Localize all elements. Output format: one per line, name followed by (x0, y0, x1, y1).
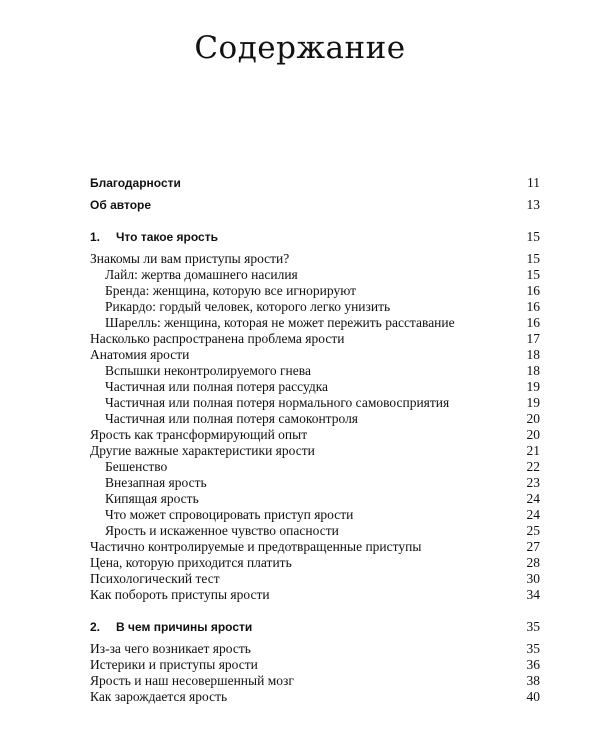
toc-entry-page: 24 (526, 491, 540, 506)
toc-entry-label: Частичная или полная потеря самоконтроля (105, 411, 359, 426)
toc-entry[interactable] (90, 657, 540, 673)
chapter-number: 2. (90, 620, 101, 634)
toc-entry-page: 23 (526, 475, 540, 490)
toc-entry-label: Частично контролируемые и предотвращенные приступы (90, 539, 422, 554)
toc-entry-label: Внезапная ярость (105, 475, 207, 490)
toc-entry[interactable] (90, 539, 540, 555)
toc-entry[interactable] (90, 689, 540, 705)
chapter-number: 1. (90, 230, 101, 244)
toc-entry-label: Кипящая ярость (105, 491, 199, 506)
toc-entry-label: Бренда: женщина, которую все игнорируют (105, 283, 357, 298)
chapter-page: 35 (526, 619, 540, 634)
toc-entry-page: 40 (526, 689, 540, 704)
table-of-contents (90, 175, 540, 705)
toc-entry-page: 36 (526, 657, 540, 672)
toc-entry-page: 22 (526, 459, 540, 474)
toc-entry[interactable] (90, 571, 540, 587)
toc-subentry[interactable] (90, 315, 540, 331)
toc-entry-label: Истерики и приступы ярости (90, 657, 258, 672)
toc-entry-page: 27 (526, 539, 540, 554)
toc-subentry[interactable] (90, 491, 540, 507)
toc-entry[interactable] (90, 347, 540, 363)
toc-entry-label: Шарелль: женщина, которая не может пережить расставание (105, 315, 455, 330)
toc-entry[interactable] (90, 555, 540, 571)
toc-subentry[interactable] (90, 267, 540, 283)
toc-entry-label: Бешенство (105, 459, 168, 474)
toc-entry-page: 21 (526, 443, 540, 458)
toc-entry-acknowledgements[interactable] (90, 175, 540, 191)
toc-entry[interactable] (90, 331, 540, 347)
toc-entry-page: 35 (526, 641, 540, 656)
toc-entry-page: 19 (526, 395, 540, 410)
toc-entry[interactable] (90, 443, 540, 459)
toc-entry-page: 13 (526, 197, 540, 212)
toc-subentry[interactable] (90, 395, 540, 411)
toc-subentry[interactable] (90, 283, 540, 299)
toc-entry-label: Ярость и наш несовершенный мозг (90, 673, 294, 688)
toc-entry-label: Ярость как трансформирующий опыт (90, 427, 308, 442)
toc-entry-page: 20 (526, 427, 540, 442)
toc-entry[interactable] (90, 641, 540, 657)
toc-entry-page: 25 (526, 523, 540, 538)
chapter-title: Что такое ярость (116, 230, 218, 244)
toc-entry-page: 24 (526, 507, 540, 522)
toc-entry-label: Об авторе (90, 198, 152, 212)
toc-entry-page: 20 (526, 411, 540, 426)
toc-entry-label: Частичная или полная потеря нормального самовосприятия (105, 395, 450, 410)
toc-entry-page: 16 (526, 299, 540, 314)
toc-entry-page: 18 (526, 347, 540, 362)
toc-entry-label: Вспышки неконтролируемого гнева (105, 363, 311, 378)
toc-entry-page: 16 (526, 283, 540, 298)
toc-entry-page: 34 (526, 587, 540, 602)
toc-entry-label: Из-за чего возникает ярость (90, 641, 251, 656)
toc-entry-label: Как зарождается ярость (90, 689, 228, 704)
chapter-page: 15 (526, 229, 540, 244)
toc-subentry[interactable] (90, 379, 540, 395)
toc-entry-page: 11 (527, 175, 540, 190)
toc-subentry[interactable] (90, 363, 540, 379)
toc-chapter-2[interactable] (90, 619, 540, 635)
toc-entry-label: Как побороть приступы ярости (90, 587, 270, 602)
toc-entry-about-author[interactable] (90, 197, 540, 213)
toc-entry-label: Что может спровоцировать приступ ярости (105, 507, 354, 522)
toc-subentry[interactable] (90, 507, 540, 523)
toc-entry-page: 16 (526, 315, 540, 330)
toc-entry-label: Рикардо: гордый человек, которого легко унизить (105, 299, 391, 314)
toc-entry-page: 15 (526, 267, 540, 282)
toc-entry-label: Анатомия ярости (90, 347, 190, 362)
toc-entry[interactable] (90, 251, 540, 267)
toc-entry-page: 28 (526, 555, 540, 570)
toc-entry-label: Ярость и искаженное чувство опасности (105, 523, 339, 538)
toc-entry-page: 17 (526, 331, 540, 346)
toc-entry-label: Цена, которую приходится платить (90, 555, 292, 570)
toc-entry[interactable] (90, 587, 540, 603)
toc-entry-label: Лайл: жертва домашнего насилия (105, 267, 298, 282)
toc-entry-page: 38 (526, 673, 540, 688)
toc-subentry[interactable] (90, 411, 540, 427)
toc-entry-page: 19 (526, 379, 540, 394)
toc-subentry[interactable] (90, 523, 540, 539)
toc-subentry[interactable] (90, 459, 540, 475)
chapter-title: В чем причины ярости (116, 620, 253, 634)
toc-entry-label: Другие важные характеристики ярости (90, 443, 315, 458)
toc-chapter-1[interactable] (90, 229, 540, 245)
toc-entry-page: 18 (526, 363, 540, 378)
toc-subentry[interactable] (90, 475, 540, 491)
toc-entry-page: 30 (526, 571, 540, 586)
toc-entry-page: 15 (526, 251, 540, 266)
page-title: Содержание (194, 30, 406, 66)
toc-entry[interactable] (90, 673, 540, 689)
toc-entry-label: Знакомы ли вам приступы ярости? (90, 251, 290, 266)
toc-entry-label: Частичная или полная потеря рассудка (105, 379, 329, 394)
toc-entry-label: Благодарности (90, 176, 181, 190)
toc-entry-label: Психологический тест (90, 571, 220, 586)
toc-entry-label: Насколько распространена проблема ярости (90, 331, 345, 346)
toc-entry[interactable] (90, 427, 540, 443)
toc-subentry[interactable] (90, 299, 540, 315)
